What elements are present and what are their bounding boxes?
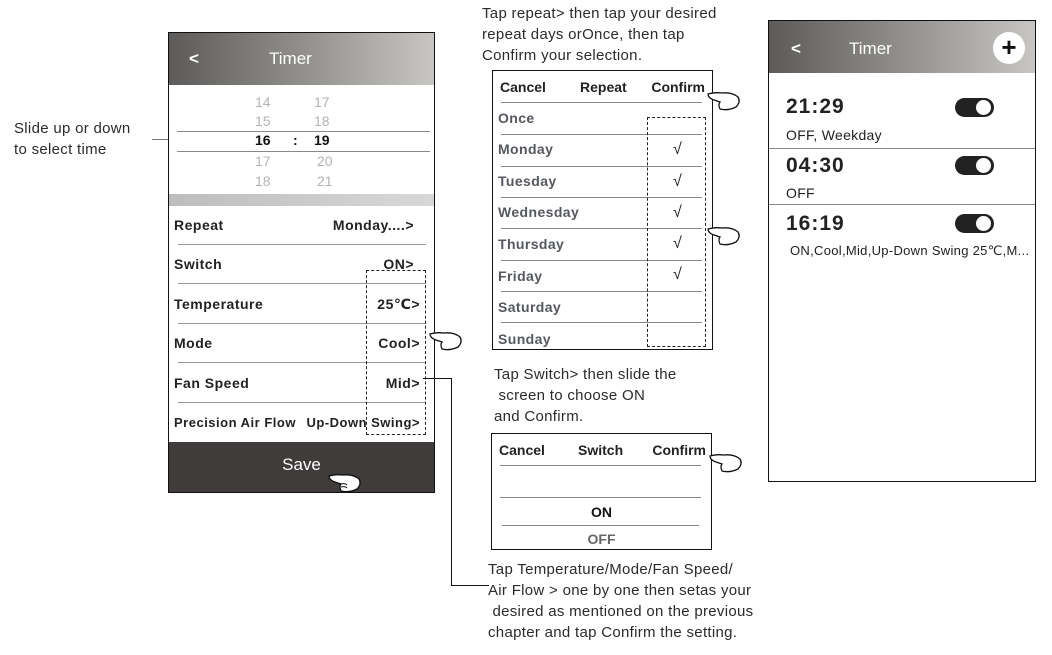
day-saturday[interactable]: Saturday — [498, 299, 562, 315]
check-icon: √ — [673, 141, 682, 158]
row-label: Mode — [174, 335, 213, 351]
timer-edit-screen — [168, 32, 435, 493]
switch-dialog-header — [499, 442, 704, 466]
switch-dialog — [491, 433, 712, 550]
divider — [500, 497, 701, 498]
minute-option[interactable]: 21 — [317, 173, 333, 189]
save-label: Save — [282, 455, 321, 474]
caption-line: chapter and tap Confirm the setting. — [488, 624, 738, 641]
row-repeat[interactable] — [174, 207, 426, 245]
dialog-title: Repeat — [580, 79, 627, 95]
divider — [502, 525, 699, 526]
day-friday[interactable]: Friday — [498, 268, 543, 284]
row-value: Up-Down Swing> — [306, 415, 420, 430]
row-label: Temperature — [174, 296, 264, 312]
slide-caption — [14, 118, 131, 160]
timer-item[interactable] — [769, 149, 1035, 205]
timer-time: 04:30 — [786, 154, 845, 177]
settings-connector — [423, 378, 452, 379]
hour-selected[interactable]: 16 — [255, 132, 271, 148]
caption-line: to select time — [14, 141, 107, 158]
row-label: Precision Air Flow — [174, 415, 296, 430]
confirm-button[interactable]: Confirm — [652, 442, 706, 458]
settings-connector — [451, 585, 489, 586]
dialog-title: Switch — [578, 442, 624, 458]
caption-line: desired as mentioned on the previous — [488, 603, 754, 620]
row-value: Mid> — [385, 375, 420, 391]
option-off[interactable]: OFF — [587, 531, 616, 547]
time-picker[interactable] — [169, 85, 434, 193]
caption-line: Tap Switch> then slide the — [494, 366, 677, 383]
picker-divider — [177, 131, 430, 132]
caption-line: repeat days orOnce, then tap — [482, 26, 685, 43]
save-button[interactable] — [169, 442, 434, 492]
row-label: Repeat — [174, 217, 224, 233]
check-icon: √ — [673, 235, 682, 252]
switch-caption — [494, 364, 677, 427]
repeat-dialog — [492, 70, 713, 350]
row-value: Monday....> — [332, 217, 414, 233]
day-tuesday[interactable]: Tuesday — [498, 173, 557, 189]
timer-time: 16:19 — [786, 212, 845, 235]
row-label: Fan Speed — [174, 375, 250, 391]
cancel-button[interactable]: Cancel — [499, 442, 545, 458]
row-value: Cool> — [378, 335, 420, 351]
timer-list-screen — [768, 20, 1036, 482]
toggle-knob — [975, 99, 992, 116]
check-icon: √ — [673, 266, 682, 283]
divider — [500, 465, 701, 466]
caption-line: Air Flow > one by one then setas your — [488, 582, 752, 599]
hour-option[interactable]: 18 — [255, 173, 271, 189]
pointing-hand-icon — [708, 450, 744, 474]
day-once[interactable]: Once — [498, 110, 535, 126]
day-wednesday[interactable]: Wednesday — [498, 204, 580, 220]
timer-toggle[interactable] — [955, 214, 994, 233]
repeat-caption — [482, 3, 717, 66]
back-button[interactable]: < — [189, 49, 199, 68]
highlight-box — [647, 117, 706, 347]
highlight-box — [366, 270, 426, 435]
toggle-knob — [975, 215, 992, 232]
caption-line: and Confirm. — [494, 408, 584, 425]
caption-line: Slide up or down — [14, 120, 131, 137]
hour-option[interactable]: 17 — [255, 153, 271, 169]
cancel-button[interactable]: Cancel — [500, 79, 546, 95]
timer-toggle[interactable] — [955, 98, 994, 117]
toggle-knob — [975, 157, 992, 174]
timer-toggle[interactable] — [955, 156, 994, 175]
picker-bar — [169, 194, 434, 206]
minute-option[interactable]: 20 — [317, 153, 333, 169]
option-on[interactable]: ON — [591, 504, 612, 520]
pointing-hand-icon — [706, 223, 742, 247]
day-thursday[interactable]: Thursday — [498, 236, 565, 252]
add-timer-button[interactable]: + — [993, 32, 1025, 64]
page-title: Timer — [849, 39, 892, 58]
caption-line: Confirm your selection. — [482, 47, 643, 64]
timer-description: OFF, Weekday — [786, 127, 882, 143]
timer-description: ON,Cool,Mid,Up-Down Swing 25℃,M... — [790, 243, 1030, 258]
hour-option[interactable]: 14 — [255, 94, 271, 110]
pointing-hand-icon — [706, 88, 742, 112]
caption-line: screen to choose ON — [494, 387, 646, 404]
divider — [501, 102, 702, 103]
timer-item[interactable] — [769, 73, 1035, 149]
minute-option[interactable]: 18 — [314, 113, 330, 129]
timer-list-header — [769, 21, 1035, 73]
pointing-hand-icon — [327, 470, 363, 494]
row-label: Switch — [174, 256, 223, 272]
minute-selected[interactable]: 19 — [314, 132, 330, 148]
day-monday[interactable]: Monday — [498, 141, 554, 157]
repeat-dialog-header — [500, 79, 705, 103]
caption-line: Tap Temperature/Mode/Fan Speed/ — [488, 561, 734, 578]
settings-caption — [488, 559, 753, 643]
check-icon: √ — [673, 173, 682, 190]
caption-line: Tap repeat> then tap your desired — [482, 5, 717, 22]
pointing-hand-icon — [428, 328, 464, 352]
time-separator: : — [293, 132, 298, 148]
settings-connector — [451, 378, 452, 586]
row-divider — [178, 244, 426, 245]
confirm-button[interactable]: Confirm — [651, 79, 705, 95]
back-button[interactable]: < — [791, 39, 801, 58]
page-title: Timer — [269, 49, 312, 68]
check-icon: √ — [673, 204, 682, 221]
timer-description: OFF — [786, 185, 815, 201]
row-value: ON> — [383, 256, 414, 272]
picker-divider — [177, 151, 430, 152]
hour-option[interactable]: 15 — [255, 113, 271, 129]
minute-option[interactable]: 17 — [314, 94, 330, 110]
row-value: 25℃> — [377, 296, 420, 312]
day-sunday[interactable]: Sunday — [498, 331, 551, 347]
timer-time: 21:29 — [786, 95, 845, 118]
timer-edit-header — [169, 33, 434, 85]
timer-item[interactable] — [769, 205, 1035, 265]
